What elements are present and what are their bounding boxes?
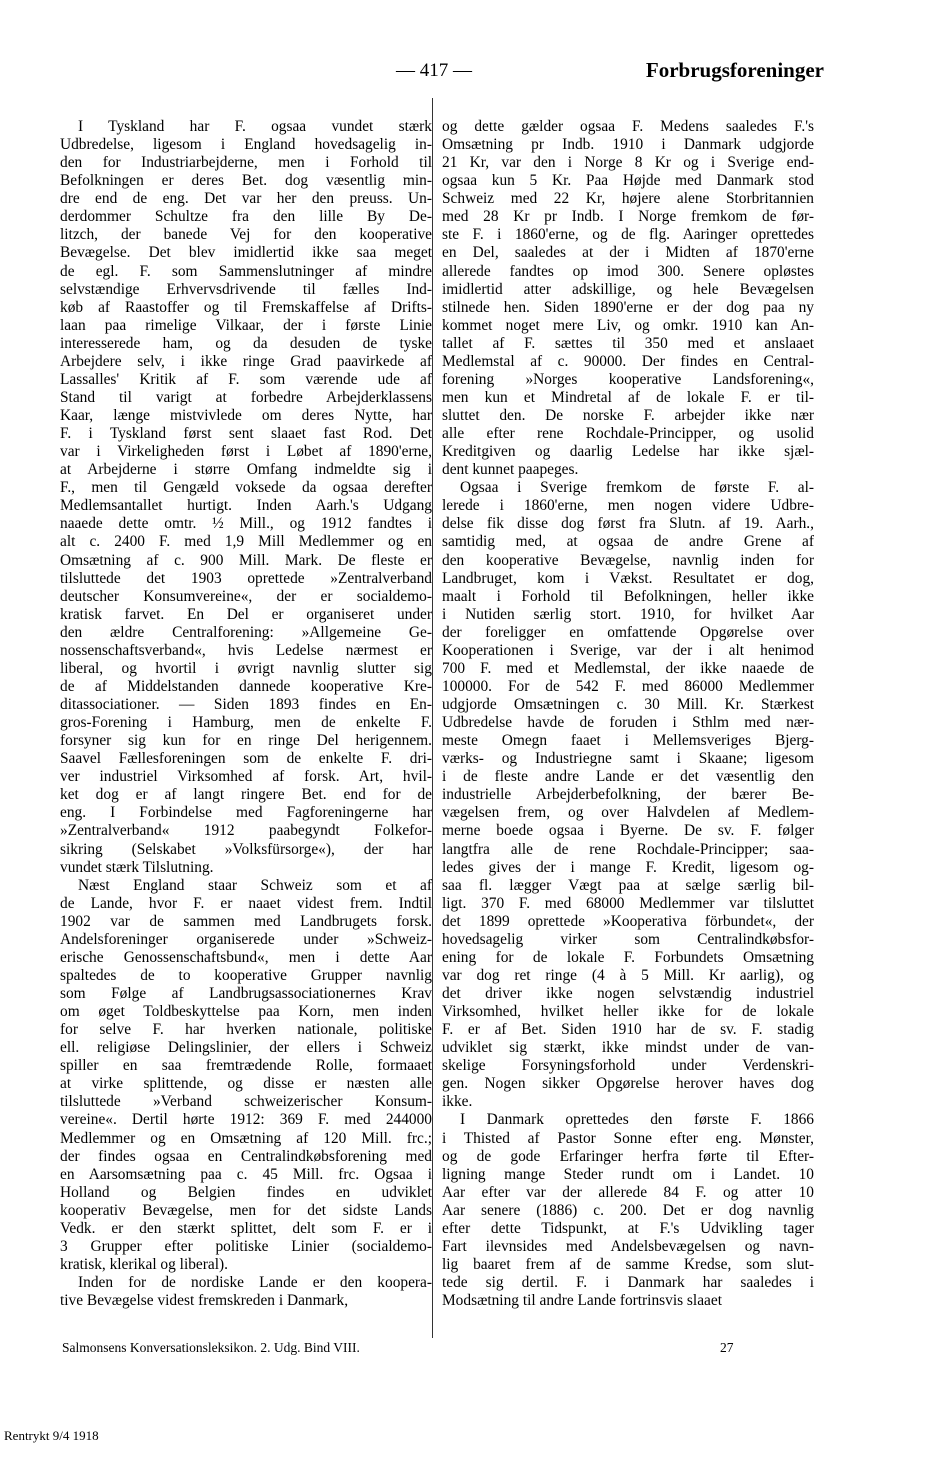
text-line: ste F. i 1860'erne, og de flg. Aaringer oprettedes <box>442 226 814 244</box>
text-line: en Aarsomsætning paa c. 45 Mill. frc. Ogsaa i <box>60 1165 432 1183</box>
text-line: Fart ilevnsides med Andelsbevægelsen og navn- <box>442 1237 814 1255</box>
text-line: Stand til varigt at forbedre Arbejderklassens <box>60 388 432 406</box>
text-line: selvstændige Erhvervsdrivende til fælles Ind- <box>60 280 432 298</box>
text-line: Aar senere (1886) c. 200. Det er dog navnlig <box>442 1201 814 1219</box>
text-line: kommet noget mere Liv, og omkr. 1910 kan An- <box>442 316 814 334</box>
text-line: Landbruget, kom i Vækst. Resultatet er dog, <box>442 569 814 587</box>
text-line: imidlertid atter adskillige, og hele Bevægelsen <box>442 280 814 298</box>
text-line: kooperativ Bevægelse, men for det sidste Lands <box>60 1201 432 1219</box>
text-line: industrielle Arbejderbefolkning, der bærer Be- <box>442 786 814 804</box>
text-line: dent kunnet paapeges. <box>442 461 579 479</box>
text-line: ogsaa kun 5 Kr. Paa Højde med Danmark stod <box>442 172 814 190</box>
text-line: Lassalles' Kritik af F. som værende ude af <box>60 370 432 388</box>
text-line: ikke. <box>442 1093 473 1111</box>
text-line: der findes ogsaa en Centralindkøbsforening med <box>60 1147 432 1165</box>
text-line: den ældre Centralforening: »Allgemeine Ge- <box>60 623 432 641</box>
text-line: lig baaret frem af de samme Kredse, som slut- <box>442 1255 814 1273</box>
text-line: nossenschaftsverband«, hvis Ledelse nærmest er <box>60 641 432 659</box>
text-line: 1902 var de sammen med Landbrugets forsk. <box>60 912 432 930</box>
text-line: hovedsagelig virker som Centralindkøbsfor- <box>442 930 814 948</box>
text-line: sluttet den. De norske F. arbejder ikke nær <box>442 407 814 424</box>
text-line: forening »Norges kooperative Landsforening«, <box>442 370 814 388</box>
text-line: Saavel Fællesforeningen som de enkelte F. dri- <box>60 750 432 768</box>
text-line: værks- og Industriegne samt i Skaane; ligesom <box>442 750 814 768</box>
text-line: Omsætning af c. 900 Mill. Mark. De fleste er <box>60 551 432 569</box>
text-line: Ogsaa i Sverige fremkom de første F. al- <box>460 479 814 497</box>
footer-citation: Salmonsens Konversationsleksikon. 2. Udg. Bind VIII. <box>62 1340 360 1355</box>
text-line: I Danmark oprettedes den første F. 1866 <box>460 1111 814 1129</box>
text-line: de Lande, hvor F. er naaet videst frem. Indtil <box>60 894 432 912</box>
text-line: gros-Forening i Hamburg, men de enkelte F. <box>60 714 432 732</box>
text-line: langtfra alle de rene Rochdale-Principper; saa- <box>442 840 814 858</box>
text-line: F. er af Bet. Siden 1910 har de sv. F. stadig <box>442 1021 814 1039</box>
text-line: F., men til Gengæld voksede da ogsaa derefter <box>60 479 432 497</box>
footer-signature: 27 <box>720 1340 734 1355</box>
text-line: Omsætning pr Indb. 1910 i Danmark udgjorde <box>442 136 814 154</box>
text-line: eng. I Forbindelse med Fagforeningerne har <box>60 804 432 822</box>
text-line: de af Middelstanden dannede kooperative Kre- <box>60 677 432 695</box>
text-line: »Zentralverband« 1912 paabegyndt Folkefor- <box>60 822 432 840</box>
text-line: dre end de eng. Det var her den preuss. Un- <box>60 190 432 208</box>
text-line: samtidig med, at ogsaa de andre Grene af <box>442 533 814 551</box>
text-line: Kooperationen i Sverige, var der i alt henimod <box>442 641 814 659</box>
text-line: merne boede ogsaa i Byerne. De sv. F. følger <box>442 822 814 840</box>
text-line: spaltedes de to kooperative Grupper navnlig <box>60 966 432 984</box>
text-line: alt c. 2400 F. med 1,9 Mill Medlemmer og en <box>60 533 432 551</box>
text-line: Medlemmer og en Omsætning af 120 Mill. frc.; <box>60 1129 432 1147</box>
text-line: stilnede hen. Siden 1890'erne er der dog paa ny <box>442 298 814 316</box>
text-line: Andelsforeninger organiserede under »Schweiz- <box>60 930 432 948</box>
text-line: Kreditgiven og daarlig Ledelse har ikke sjæl- <box>442 443 814 461</box>
text-line: laan paa rimelige Vilkaar, der i første Linie <box>60 316 432 334</box>
text-line: derdommer Schultze fra den lille By De- <box>60 208 432 226</box>
text-line: og de gode Erfaringer herfra førte til Efter- <box>442 1147 814 1165</box>
text-line: tilsluttede »Verband schweizerischer Konsum- <box>60 1093 432 1111</box>
text-line: Befolkningen er deres Bet. dog væsentlig min- <box>60 172 432 190</box>
text-line: en Del, saaledes at der i Midten af 1870'erne <box>442 244 814 262</box>
text-line: i Thisted af Pastor Sonne efter eng. Mønster, <box>442 1129 814 1147</box>
text-line: ledes gives der i mange F. Kredit, ligesom og- <box>442 858 814 876</box>
text-line: forsyner sig kun for en ringe Del herigennem. <box>60 732 432 750</box>
text-line: kratisk, klerikal og liberal). <box>60 1255 228 1273</box>
text-line: liberal, og hvortil i øvrigt navnlig slutter sig <box>60 659 432 677</box>
text-line: lerede i 1860'erne, men nogen videre Udbre- <box>442 497 814 515</box>
text-line: Virksomhed, hvilket heller ikke for de lokale <box>442 1003 814 1021</box>
text-line: udgjorde Omsætningen c. 30 Mill. Kr. Stærkest <box>442 696 814 713</box>
text-line: Schweiz med 22 Kr, højere alene Storbritannien <box>442 190 814 208</box>
right-column <box>442 118 814 1310</box>
text-line: Udbredelse, ligesom i England hovedsagelig in- <box>60 136 432 154</box>
text-line: tede sig dertil. F. i Danmark har saaledes i <box>442 1274 814 1291</box>
text-line: 100000. For de 542 F. med 86000 Medlemmer <box>442 677 814 695</box>
text-line: F. i Tyskland først sent slaaet fast Rod. Det <box>60 425 432 443</box>
text-line: spiller en saa fremtrædende Rolle, formaaet <box>60 1057 432 1075</box>
text-line: i de fleste andre Lande er det væsentlig den <box>442 768 814 786</box>
text-line: skelige Forsyningsforhold under Verdenskri- <box>442 1057 814 1075</box>
text-line: meste Omegn faaet i Mellemsveriges Bjerg- <box>442 732 814 750</box>
text-line: saa fl. lægger Vægt paa at sælge særlig bil- <box>442 876 814 894</box>
text-line: men kun et Mindretal af de lokale F. er til- <box>442 388 814 406</box>
text-line: ening for de lokale F. Forbundets Omsætning <box>442 948 814 966</box>
text-line: allerede fandtes op imod 300. Senere opløstes <box>442 262 814 280</box>
text-line: med 28 Kr pr Indb. I Norge fremkom de før- <box>442 208 814 226</box>
text-line: køb af Raastoffer og til Fremskaffelse af Drifts- <box>60 298 432 316</box>
text-line: at Arbejderne i større Omfang indmeldte sig i <box>60 461 432 479</box>
text-line: om øget Toldbeskyttelse paa Korn, men inden <box>60 1003 432 1021</box>
imprint-note: Rentrykt 9/4 1918 <box>4 1428 99 1443</box>
text-line: Vedk. er den stærkt splittet, delt som F. er i <box>60 1219 432 1237</box>
text-line: maalt i Forhold til Befolkningen, heller ikke <box>442 587 814 605</box>
text-line: vereine«. Dertil hørte 1912: 369 F. med 244000 <box>60 1111 432 1129</box>
page-number: — 417 — <box>396 60 472 81</box>
text-line: i Nutiden særlig stort. 1910, for hvilket Aar <box>442 605 814 623</box>
text-line: deutscher Konsumvereine«, der er socialdemo- <box>60 587 432 605</box>
text-line: interesserede ham, og da desuden de tyske <box>60 334 432 352</box>
text-line: den for Industriarbejderne, men i Forhold til <box>60 154 432 172</box>
text-line: Aar efter var der allerede 84 F. og atter 10 <box>442 1183 814 1201</box>
text-line: sikring (Selskabet »Volksfürsorge«), der har <box>60 840 432 858</box>
text-line: det 1899 oprettede »Kooperativa förbundet«, der <box>442 912 814 930</box>
text-line: tive Bevægelse videst fremskreden i Danmark, <box>60 1292 349 1310</box>
text-line: Modsætning til andre Lande fortrinsvis slaaet <box>442 1292 722 1310</box>
text-line: Medlemstal af c. 90000. Der findes en Central- <box>442 352 814 370</box>
text-line: og dette gælder ogsaa F. Medens saaledes F.'s <box>442 118 814 135</box>
text-line: 3 Grupper efter politiske Linier (socialdemo- <box>60 1237 432 1255</box>
text-line: litzch, der banede Vej for den kooperative <box>60 226 432 244</box>
page-header <box>60 58 828 90</box>
text-line: det driver ikke nogen selvstændig industriel <box>442 985 814 1002</box>
text-line: naaede dette omtr. ½ Mill., og 1912 fandtes i <box>60 515 432 533</box>
text-line: 700 F. med et Medlemstal, der ikke naaede de <box>442 659 814 677</box>
text-line: Inden for de nordiske Lande er den koopera- <box>78 1274 432 1291</box>
text-line: Arbejdere selv, i ikke ringe Grad paavirkede af <box>60 352 432 370</box>
text-line: de egl. F. som Sammenslutninger af mindre <box>60 262 432 280</box>
text-line: vundet stærk Tilslutning. <box>60 858 214 876</box>
text-line: Kaar, længe mistvivlede om deres Nytte, har <box>60 407 432 424</box>
text-line: ket dog er af langt ringere Bet. end for de <box>60 786 432 804</box>
running-head: Forbrugsforeninger <box>645 58 824 82</box>
text-line: at virke splittende, og disse er næsten alle <box>60 1075 432 1093</box>
text-line: tallet af F. sættes til 350 med et anslaaet <box>442 334 814 352</box>
text-line: gen. Nogen sikker Opgørelse herover haves dog <box>442 1075 814 1093</box>
text-line: Medlemsantallet hurtigt. Inden Aarh.'s Udgang <box>60 497 432 515</box>
text-line: ligt. 370 F. med 68000 Medlemmer var tilsluttet <box>442 894 814 912</box>
text-line: som Følge af Landbrugsassociationernes Krav <box>60 985 432 1002</box>
text-line: udviklet sig stærkt, ikke mindst under de van- <box>442 1039 814 1057</box>
text-line: ditassociationer. — Siden 1893 findes en En- <box>60 696 432 713</box>
text-line: Bevægelse. Det blev imidlertid ikke saa meget <box>60 244 432 262</box>
left-column <box>60 118 432 1310</box>
text-line: Næst England staar Schweiz som et af <box>78 876 432 894</box>
text-line: kratisk farvet. En Del er organiseret under <box>60 605 432 623</box>
text-line: erische Genossenschaftsbund«, men i dette Aar <box>60 948 432 966</box>
text-line: den kooperative Bevægelse, navnlig inden for <box>442 551 814 569</box>
text-line: ver industriel Virksomhed af forsk. Art, hvil- <box>60 768 432 786</box>
text-line: der foreligger en omfattende Opgørelse over <box>442 623 814 641</box>
text-line: var i Virkeligheden først i Løbet af 1890'erne, <box>60 443 432 461</box>
text-line: Udbredelse havde de foruden i Sthlm med nær- <box>442 714 814 732</box>
text-line: delse fik disse dog først fra Slutn. af 19. Aarh., <box>442 515 814 533</box>
text-line: ell. religiøse Delingslinier, der ellers i Schweiz <box>60 1039 432 1057</box>
column-rule <box>432 98 433 1338</box>
text-line: for selve F. har hverken nationale, politiske <box>60 1021 432 1039</box>
text-line: ligning mange Steder rundt om i Landet. 10 <box>442 1165 814 1183</box>
text-line: vægelsen frem, og over Halvdelen af Medlem- <box>442 804 814 822</box>
text-line: var dog ret ringe (4 à 5 Mill. Kr aarlig), og <box>442 966 814 984</box>
text-line: Holland og Belgien findes en udviklet <box>60 1183 432 1201</box>
text-line: tilsluttede det 1903 oprettede »Zentralverband <box>60 569 432 587</box>
text-line: alle efter rene Rochdale-Principper, og usolid <box>442 425 814 443</box>
text-line: efter dette Tidspunkt, at F.'s Udvikling tager <box>442 1219 814 1237</box>
text-line: 21 Kr, var den i Norge 8 Kr og i Sverige end- <box>442 154 814 172</box>
text-line: I Tyskland har F. ogsaa vundet stærk <box>78 118 432 135</box>
